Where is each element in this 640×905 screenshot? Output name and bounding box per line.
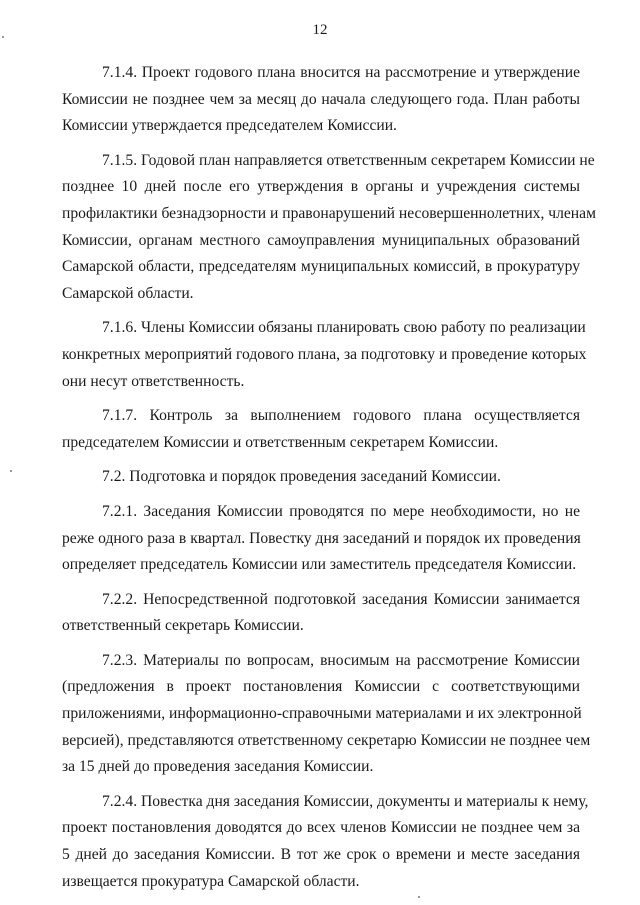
paragraph-7-1-6 <box>62 315 587 395</box>
paragraph-7-2 <box>62 464 580 491</box>
text-line: они несут ответственность. <box>62 372 245 390</box>
paragraph-7-2-2 <box>62 587 580 640</box>
text-line: 5 дней до заседания Комиссии. В тот же срок о времени и месте заседания <box>62 846 580 864</box>
text-line: 7.2. Подготовка и порядок проведения заседаний Комиссии. <box>102 468 501 486</box>
text-line: Комиссии, органам местного самоуправления муниципальных образований <box>62 231 580 249</box>
text-line: 7.1.5. Годовой план направляется ответственным секретарем Комиссии не <box>102 151 595 169</box>
text-line: проект постановления доводятся до всех членов Комиссии не позднее чем за <box>62 819 580 837</box>
text-line: председателем Комиссии и ответственным секретарем Комиссии. <box>62 433 499 451</box>
text-line: конкретных мероприятий годового плана, за подготовку и проведение которых <box>62 345 587 363</box>
paragraph-7-1-4 <box>62 60 580 140</box>
scan-speck <box>2 36 4 38</box>
text-line: Самарской области. <box>62 284 194 302</box>
scan-speck <box>10 470 12 472</box>
scan-speck <box>418 896 420 898</box>
text-line: за 15 дней до проведения заседания Комиссии. <box>62 758 374 776</box>
text-line: 7.2.2. Непосредственной подготовкой заседания Комиссии занимается <box>102 590 580 608</box>
text-line: (предложения в проект постановления Комиссии с соответствующими <box>62 678 580 696</box>
text-line: реже одного раза в квартал. Повестку дня заседаний и порядок их проведения <box>62 529 581 547</box>
document-body <box>62 60 596 903</box>
text-line: определяет председатель Комиссии или заместитель председателя Комиссии. <box>62 556 577 574</box>
paragraph-7-2-4 <box>62 789 589 895</box>
text-line: позднее 10 дней после его утверждения в органы и учреждения системы <box>62 178 580 196</box>
text-line: 7.1.6. Члены Комиссии обязаны планировать свою работу по реализации <box>102 319 586 337</box>
page-number: 12 <box>312 22 328 38</box>
paragraph-7-2-1 <box>62 499 580 579</box>
text-line: извещается прокуратура Самарской области. <box>62 872 360 890</box>
text-line: Комиссии утверждается председателем Комиссии. <box>62 117 397 135</box>
text-line: ответственный секретарь Комиссии. <box>62 617 304 635</box>
text-line: версией), представляются ответственному секретарю Комиссии не позднее чем <box>62 731 591 749</box>
paragraph-7-1-7 <box>62 403 580 456</box>
text-line: 7.2.1. Заседания Комиссии проводятся по мере необходимости, но не <box>102 502 580 520</box>
text-line: профилактики безнадзорности и правонарушений несовершеннолетних, членам <box>62 204 596 222</box>
paragraph-7-1-5 <box>62 148 596 308</box>
text-line: 7.1.4. Проект годового плана вносится на рассмотрение и утверждение <box>102 64 580 81</box>
text-line: приложениями, информационно-справочными материалами и их электронной <box>62 705 582 723</box>
text-line: Комиссии не позднее чем за месяц до начала следующего года. План работы <box>62 90 580 108</box>
paragraph-7-2-3 <box>62 648 591 781</box>
text-line: 7.2.4. Повестка дня заседания Комиссии, документы и материалы к нему, <box>102 792 589 810</box>
text-line: 7.2.3. Материалы по вопросам, вносимым на рассмотрение Комиссии <box>102 651 580 669</box>
text-line: Самарской области, председателям муниципальных комиссий, в прокуратуру <box>62 258 580 276</box>
text-line: 7.1.7. Контроль за выполнением годового плана осуществляется <box>102 407 580 425</box>
